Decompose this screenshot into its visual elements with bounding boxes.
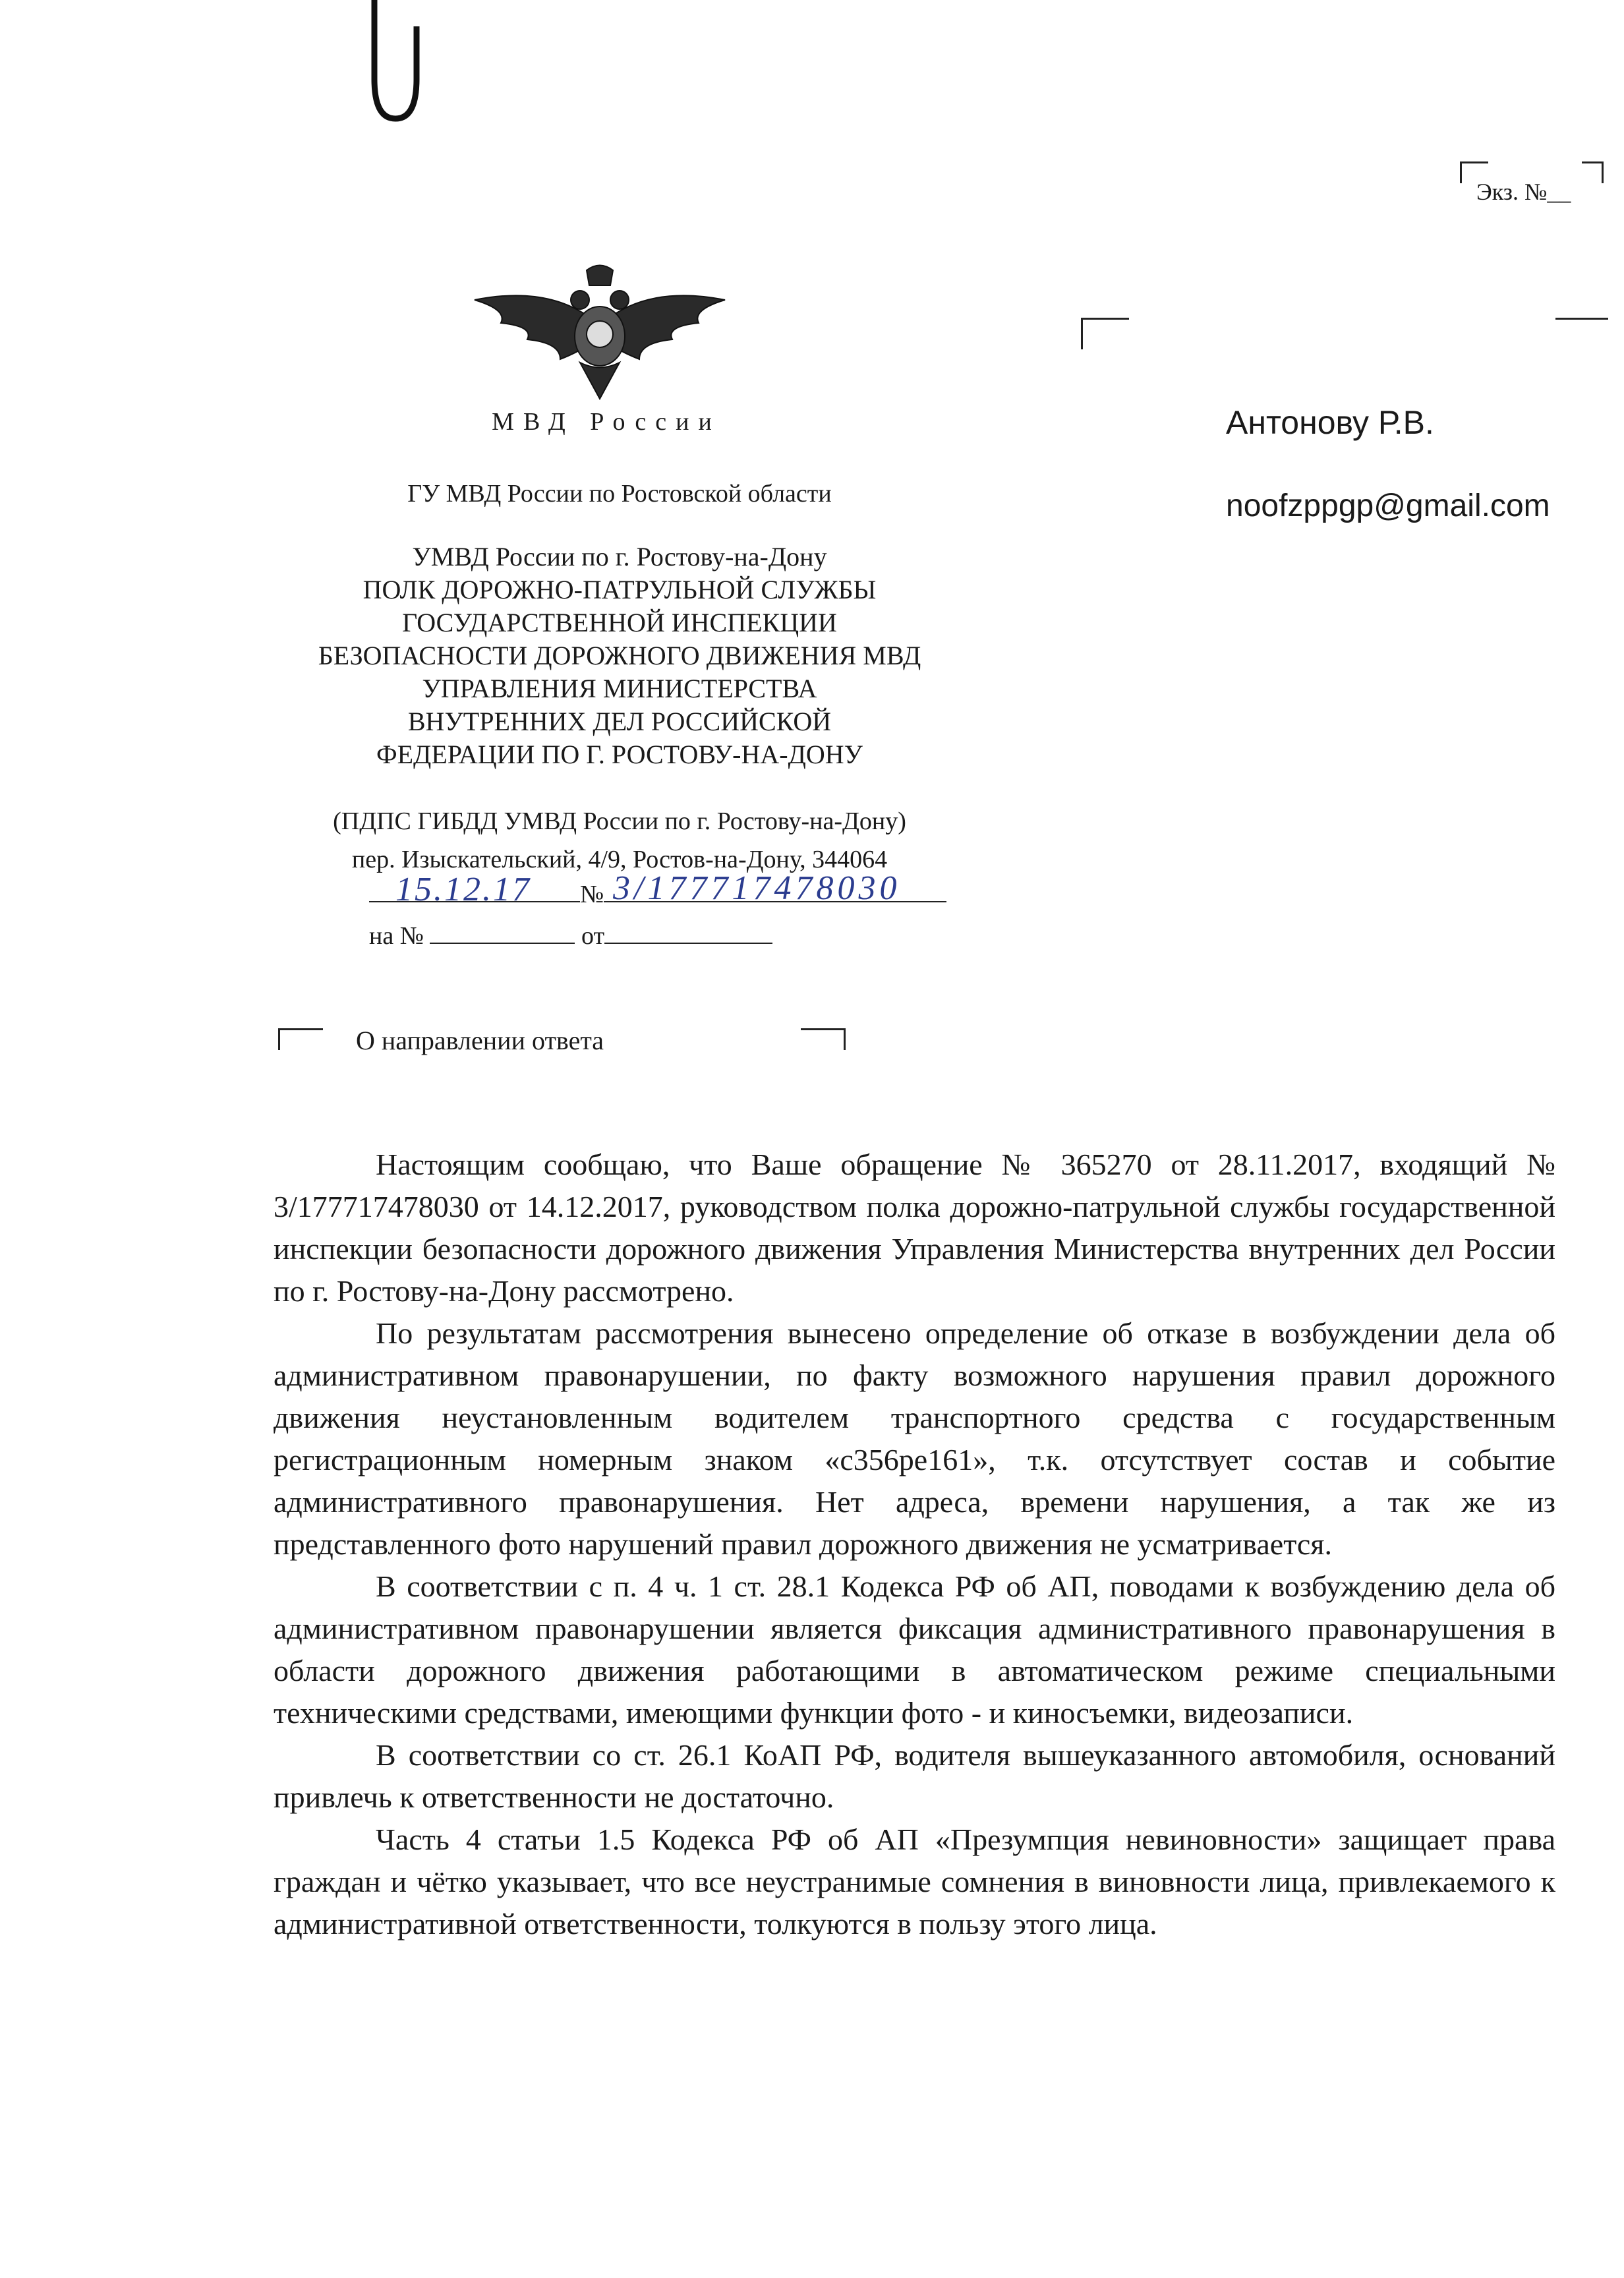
copy-number-label: Экз. №__ [1476,179,1571,205]
recipient-name: Антонову Р.В. [1226,404,1434,441]
regional-office: ГУ МВД России по Ростовской области [407,480,832,508]
department-line: УМВД России по г. Ростову-на-Дону [412,542,827,571]
department-line: УПРАВЛЕНИЯ МИНИСТЕРСТВА [422,674,817,703]
department-block [264,540,975,771]
reference-prefix: на № [369,922,424,950]
copy-corner-right [1582,161,1604,183]
handwritten-date: 15.12.17 [395,871,531,908]
recipient-corner-right [1555,318,1608,326]
department-line: ГОСУДАРСТВЕННОЙ ИНСПЕКЦИИ [402,608,837,637]
body-paragraph: Часть 4 статьи 1.5 Кодекса РФ об АП «Презумпция невиновности» защищает права граждан и чётко указывает, что все неустранимые сомнения в виновности лица, привлекаемого к административной ответственности, толкуются в пользу этого лица. [274,1823,1555,1941]
reference-number-underline [430,943,575,944]
number-label: № [580,881,604,908]
recipient-email: noofzppgp@gmail.com [1226,488,1550,523]
department-address: пер. Изыскательский, 4/9, Ростов-на-Дону, 344064 [351,846,888,873]
body-paragraph: В соответствии со ст. 26.1 КоАП РФ, водителя вышеуказанного автомобиля, оснований привлечь к ответственности не достаточно. [274,1738,1555,1814]
department-abbreviation: (ПДПС ГИБДД УМВД России по г. Ростову-на-Дону) [333,807,906,835]
recipient-corner-left [1081,318,1129,349]
department-line: ВНУТРЕННИХ ДЕЛ РОССИЙСКОЙ [407,707,832,736]
handwritten-number: 3/177717478030 [613,869,901,907]
reference-line [369,921,772,950]
reference-from-label: от [581,922,605,950]
reference-date-underline [604,943,772,944]
body-paragraph: Настоящим сообщаю, что Ваше обращение № 365270 от 28.11.2017, входящий № 3/177717478030 от 14.12.2017, руководством полка дорожно-патрульной службы государственной инспекции безопасности дорожного движения Управления Министерства внутренних дел России по г. Ростову-на-Дону рассмотрено. [274,1148,1555,1308]
department-line: БЕЗОПАСНОСТИ ДОРОЖНОГО ДВИЖЕНИЯ МВД [318,641,921,670]
letter-body [274,1144,1555,1945]
body-paragraph: По результатам рассмотрения вынесено определение об отказе в возбуждении дела об административном правонарушении, по факту возможного нарушения правил дорожного движения неустановленным водителем транспортного средства с государственным регистрационным номерным знаком «с356ре161», т.к. отсутствует состав и событие административного правонарушения. Нет адреса, времени нарушения, а так же из представленного фото нарушений правил дорожного движения не усматривается. [274,1316,1555,1561]
letter-subject: О направлении ответа [356,1026,604,1055]
subject-corner-right [801,1028,846,1050]
ministry-name: МВД России [492,408,721,436]
body-paragraph: В соответствии с п. 4 ч. 1 ст. 28.1 Кодекса РФ об АП, поводами к возбуждению дела об административном правонарушении является фиксация административного правонарушения в области дорожного движения работающими в автоматическом режиме специальными техническими средствами, имеющими функции фото - и киносъемки, видеозаписи. [274,1569,1555,1730]
paperclip-icon [349,0,428,132]
mvd-eagle-emblem-icon [461,260,738,412]
subject-corner-left [278,1028,323,1050]
department-line: ФЕДЕРАЦИИ ПО Г. РОСТОВУ-НА-ДОНУ [376,740,863,769]
department-line: ПОЛК ДОРОЖНО-ПАТРУЛЬНОЙ СЛУЖБЫ [362,575,877,604]
